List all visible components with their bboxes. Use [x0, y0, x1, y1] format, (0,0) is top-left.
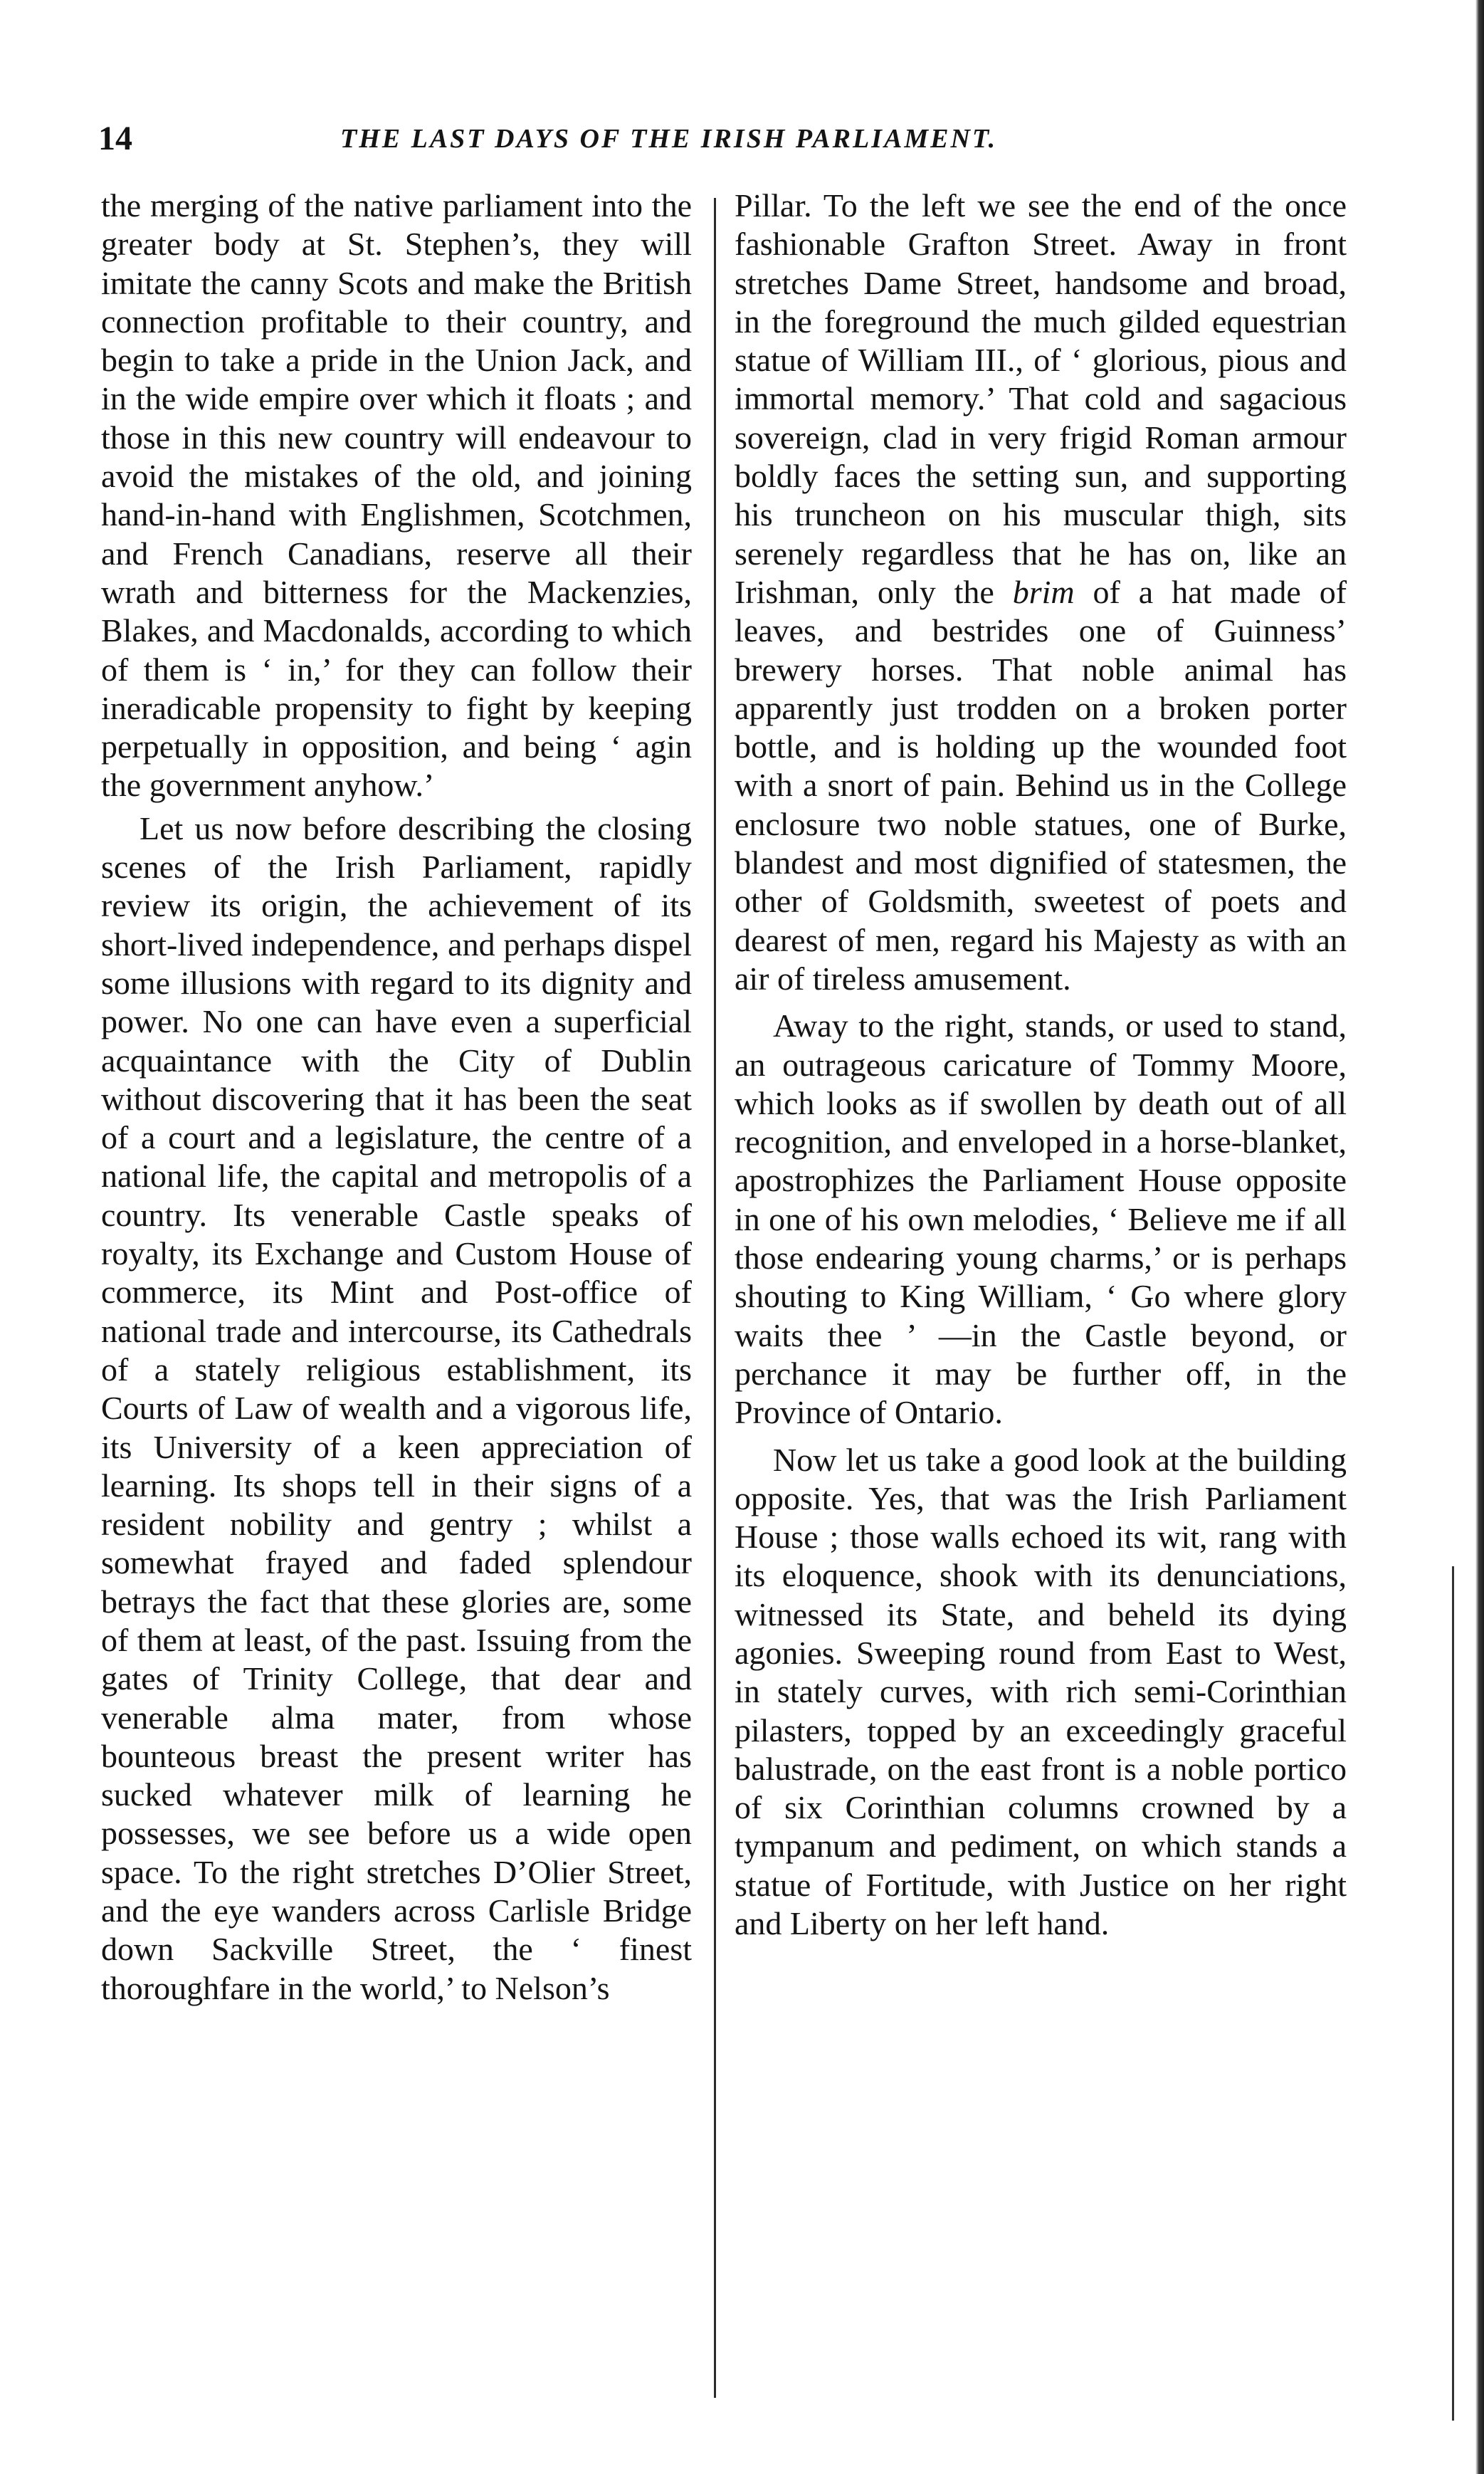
right-paragraph-3: Now let us take a good look at the building opposite. Yes, that was the Irish Parliament House ; those walls echoed its wit, rang with its eloquence, shook with its denunciations, witnessed its State, and beheld its dying agonies. Sweeping round from East to West, in stately curves, with rich semi-Corinthian pilasters, topped by an exceedingly graceful balustrade, on the east front is a noble portico of six Corinthian columns crowned by a tympanum and pediment, on which stands a statue of Fortitude, with Justice on her right and Liberty on her left hand.: [735, 1441, 1347, 1942]
right-paragraph-1-text-a: Pillar. To the left we see the end of the once fashionable Grafton Street. Away in front stretches Dame Street, handsome and broad, in the foreground the much gilded equestrian statue of William III., of ‘ glorious, pious and immortal memory.’ That cold and sagacious sovereign, clad in very frigid Roman armour boldly faces the setting sun, and supporting his truncheon on his muscular thigh, sits serenely regardless that he has on, like an Irishman, only the: [735, 187, 1347, 610]
italic-word-brim: brim: [1012, 573, 1075, 610]
page-header: [98, 114, 1109, 164]
running-title: THE LAST DAYS OF THE IRISH PARLIAMENT.: [340, 124, 998, 154]
right-paragraph-2: Away to the right, stands, or used to stand, an outrageous caricature of Tommy Moore, which looks as if swollen by death out of all recognition, and enveloped in a horse-blanket, apostrophizes the Parliament House opposite in one of his own melodies, ‘ Believe me if all those endearing young charms,’ or is perhaps shouting to King William, ‘ Go where glory waits thee ’ —in the Castle beyond, or perchance it may be further off, in the Province of Ontario.: [735, 1007, 1347, 1431]
column-divider: [714, 198, 716, 2398]
left-column: [101, 187, 692, 2008]
right-column: [735, 187, 1347, 1943]
left-paragraph-1: the merging of the native parliament into the greater body at St. Stephen’s, they will imitate the canny Scots and make the British connection profitable to their country, and begin to take a pride in the Union Jack, and in the wide empire over which it floats ; and those in this new country will endeavour to avoid the mistakes of the old, and joining hand-in-hand with Englishmen, Scotchmen, and French Canadians, reserve all their wrath and bitterness for the Mackenzies, Blakes, and Macdonalds, according to which of them is ‘ in,’ for they can follow their ineradicable propensity to fight by keeping perpetually in opposition, and being ‘ agin the government anyhow.’: [101, 187, 692, 804]
right-paragraph-1-text-b: of a hat made of leaves, and bestrides one of Guinness’ brewery horses. That noble animal has apparently just trodden on a broken porter bottle, and is holding up the wounded foot with a snort of pain. Behind us in the College enclosure two noble statues, one of Burke, blandest and most dignified of statesmen, the other of Goldsmith, sweetest of poets and dearest of men, regard his Majesty as with an air of tireless amusement.: [735, 573, 1347, 997]
right-paragraph-1: [735, 187, 1347, 998]
page-number: 14: [98, 120, 132, 157]
page-edge-line: [1452, 1566, 1454, 2421]
left-paragraph-2: Let us now before describing the closing scenes of the Irish Parliament, rapidly review its origin, the achievement of its short-lived independence, and perhaps dispel some illusions with regard to its dignity and power. No one can have even a superficial acquaintance with the City of Dublin without discovering that it has been the seat of a court and a legislature, the centre of a national life, the capital and metropolis of a country. Its venerable Castle speaks of royalty, its Exchange and Custom House of commerce, its Mint and Post-office of national trade and intercourse, its Cathedrals of a stately religious establishment, its Courts of Law of wealth and a vigorous life, its University of a keen appreciation of learning. Its shops tell in their signs of a resident nobility and gentry ; whilst a somewhat frayed and faded splendour betrays the fact that these glories are, some of them at least, of the past. Issuing from the gates of Trinity College, that dear and venerable alma mater, from whose bounteous breast the present writer has sucked whatever milk of learning he possesses, we see before us a wide open space. To the right stretches D’Olier Street, and the eye wanders across Carlisle Bridge down Sackville Street, the ‘ finest thoroughfare in the world,’ to Nelson’s: [101, 809, 692, 2006]
scan-edge-shadow: [1475, 0, 1484, 2474]
